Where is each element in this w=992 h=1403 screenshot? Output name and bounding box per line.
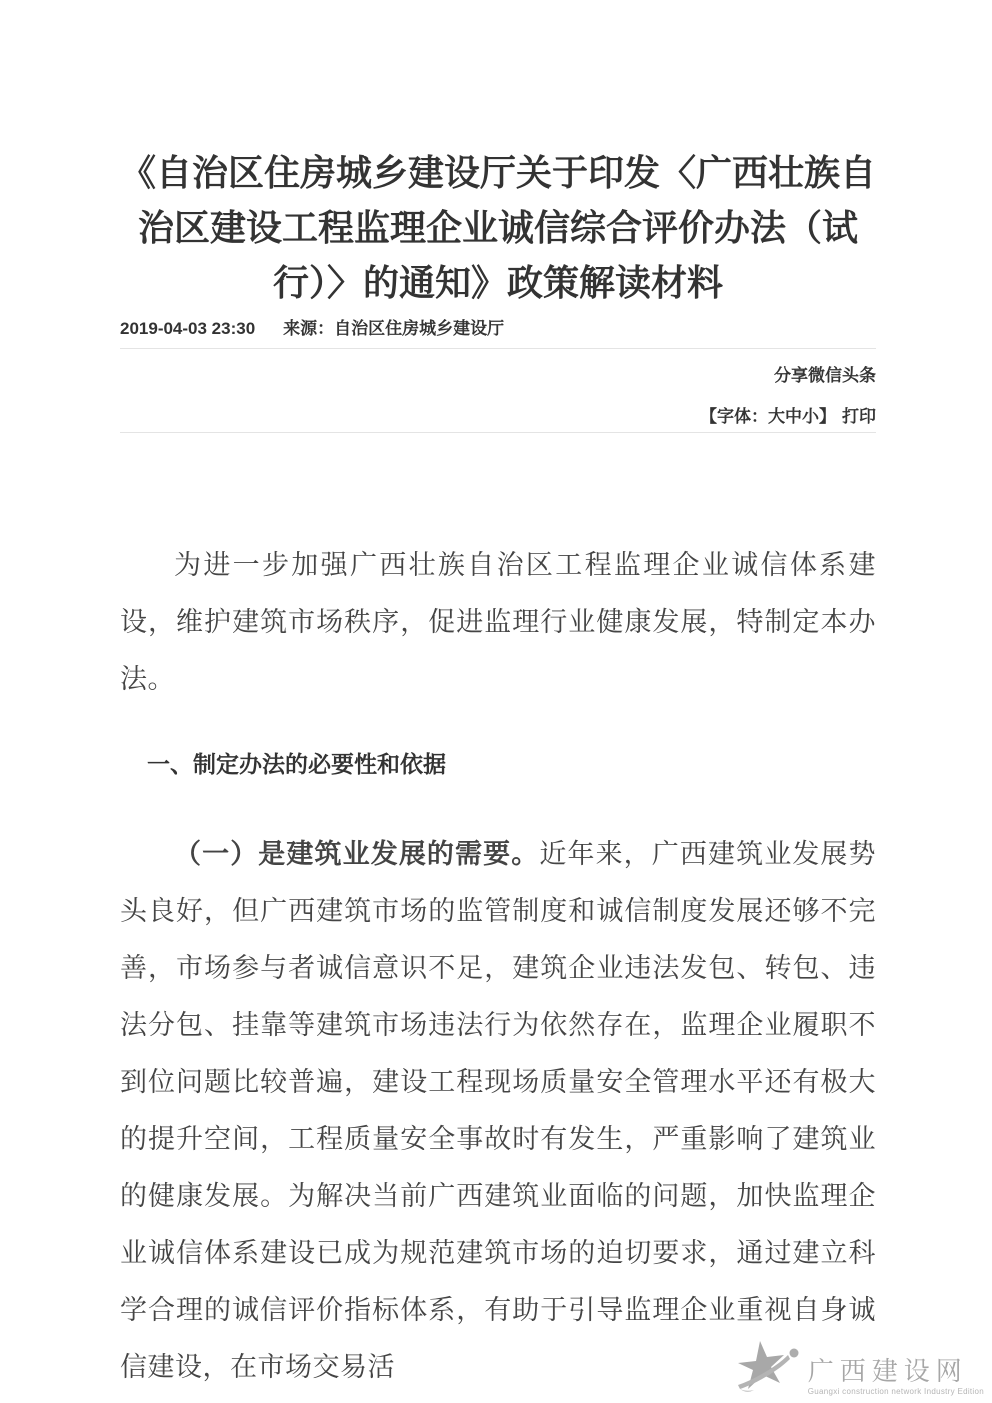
source-name: 自治区住房城乡建设厅: [334, 319, 505, 338]
paragraph-text: 近年来，广西建筑业发展势头良好，但广西建筑市场的监管制度和诚信制度发展还够不完善，市场参与者诚信意识不足，建筑企业违法发包、转包、违法分包、挂靠等建筑市场违法行为依然存在，监理企业履职不到位问题比较普遍，建设工程现场质量安全管理水平还有极大的提升空间，工程质量安全事故时有发生，严重影响了建筑业的健康发展。为解决当前广西建筑业面临的问题，加快监理企业诚信体系建设已成为规范建筑市场的迫切要求，通过建立科学合理的诚信评价指标体系，有助于引导监理企业重视自身诚信建设，在市场交易活: [120, 839, 877, 1382]
article-toolbar: [120, 349, 876, 433]
font-size-small-button[interactable]: 小: [802, 407, 819, 426]
section-heading-1: 一、制定办法的必要性和依据: [147, 751, 446, 777]
article-body: [120, 537, 876, 1396]
font-size-large-button[interactable]: 大: [768, 407, 785, 426]
paragraph-intro: 为进一步加强广西壮族自治区工程监理企业诚信体系建设，维护建筑市场秩序，促进监理行业健康发展，特制定本办法。: [120, 550, 876, 694]
star-logo-icon: [730, 1339, 802, 1397]
article-meta: [120, 319, 876, 349]
page-title: 《自治区住房城乡建设厅关于印发〈广西壮族自治区建设工程监理企业诚信综合评价办法（试行）〉的通知》政策解读材料: [120, 152, 877, 303]
print-button[interactable]: 打印: [842, 407, 876, 426]
share-row: [120, 364, 876, 388]
font-size-medium-button[interactable]: 中: [785, 407, 802, 426]
share-wechat-link[interactable]: 微信: [808, 366, 842, 385]
watermark-site-name: 广西建设网: [807, 1357, 968, 1386]
font-size-label-prefix: 【字体：: [700, 407, 768, 426]
paragraph-lead: （一）是建筑业发展的需要。: [174, 839, 540, 869]
font-size-label-suffix: 】: [819, 407, 836, 426]
publish-datetime: 2019-04-03 23:30: [120, 319, 256, 338]
site-watermark: [730, 1339, 984, 1397]
paragraph-section-1-1: [120, 826, 876, 1396]
watermark-caption: Guangxi construction network Industry Edition: [807, 1387, 984, 1396]
watermark-text: [808, 1358, 984, 1397]
font-size-row: [120, 405, 876, 429]
content-column: [120, 145, 876, 1396]
share-toutiao-link[interactable]: 头条: [842, 366, 876, 385]
source-label: 来源：: [283, 319, 335, 338]
share-label: 分享: [774, 366, 808, 385]
